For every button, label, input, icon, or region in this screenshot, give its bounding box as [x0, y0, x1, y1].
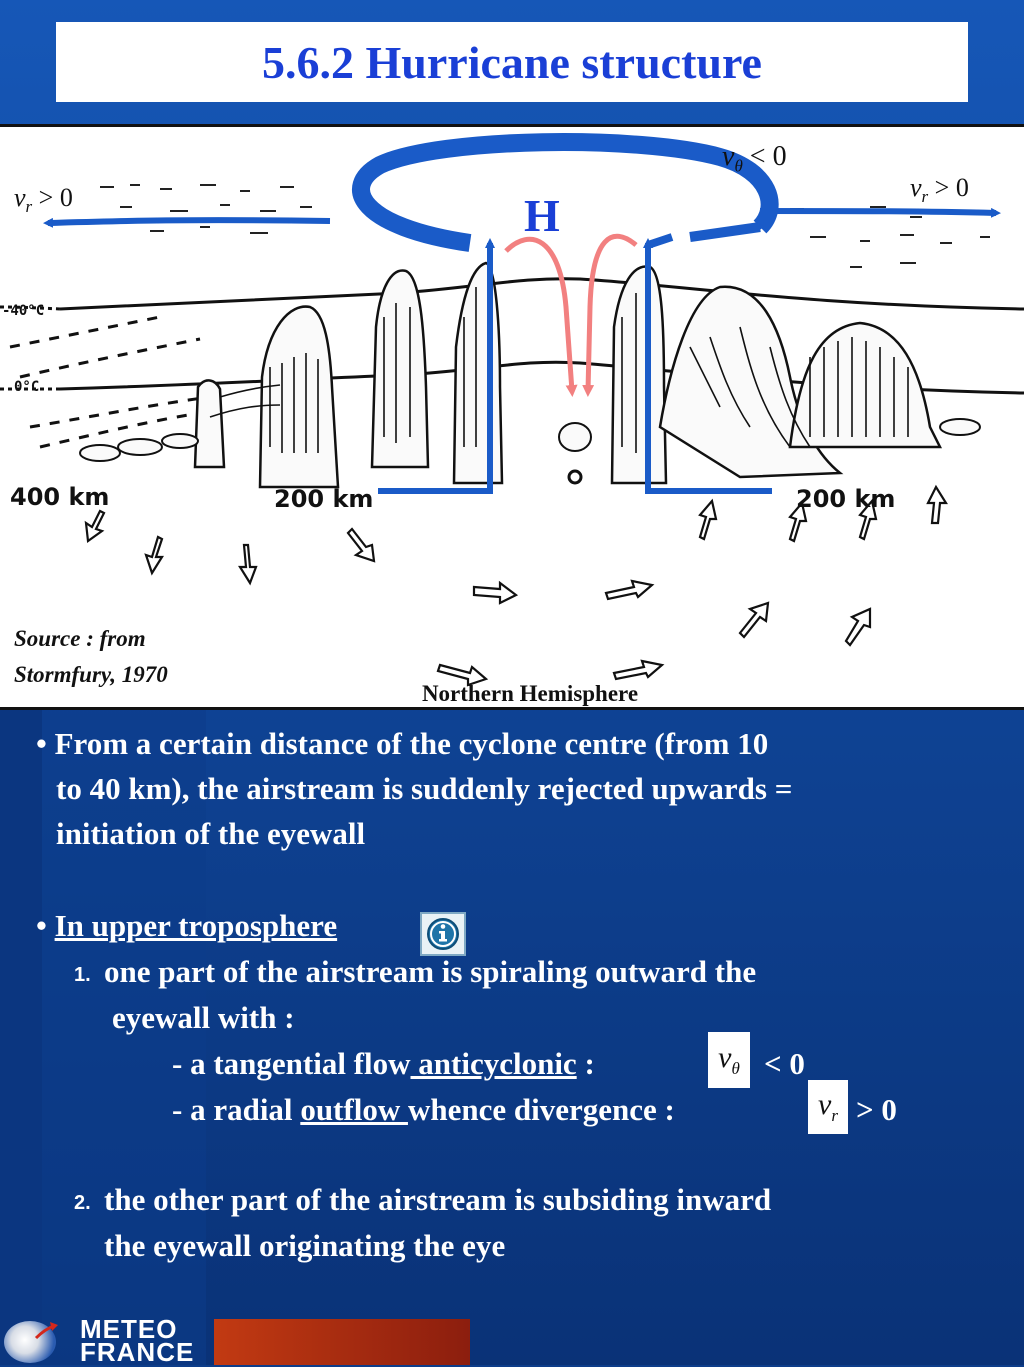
vr-label-left: $v_r > 0$: [14, 183, 73, 217]
item-2-line-2: the eyewall originating the eye: [104, 1228, 506, 1263]
bullet-2-heading: • In upper troposphere: [36, 908, 338, 943]
item-1-line-1: one part of the airstream is spiraling outward the: [104, 954, 757, 989]
source-citation: Source : from Stormfury, 1970: [14, 626, 168, 687]
vtheta-formula-box: $v_\theta$: [708, 1032, 750, 1088]
bullet-1-line-1: • From a certain distance of the cyclone centre (from 10: [36, 726, 769, 761]
bullet-1-line-2: to 40 km), the airstream is suddenly rejected upwards =: [56, 771, 793, 806]
logo-text: METEO FRANCE: [80, 1314, 195, 1367]
slide-title: 5.6.2 Hurricane structure: [262, 36, 762, 88]
hurricane-diagram: [0, 124, 1024, 710]
tangential-flow-line: - a tangential flow anticyclonic :: [172, 1046, 595, 1081]
high-pressure-letter: H: [524, 190, 560, 241]
vr-formula-box: $v_r$: [808, 1080, 848, 1134]
hemisphere-caption: Northern Hemisphere: [421, 681, 639, 706]
surface-wind-arrows: [86, 487, 946, 685]
bullet-1-line-3: initiation of the eyewall: [56, 816, 366, 851]
background-stripe: [0, 700, 42, 1365]
logo-red-band: [214, 1319, 470, 1365]
upper-troposphere-link[interactable]: In upper troposphere: [54, 908, 338, 943]
vr-relation: > 0: [856, 1092, 897, 1127]
distance-label-200km-left: 200 km: [274, 485, 374, 513]
distance-label-200km-right: 200 km: [796, 485, 896, 513]
vtheta-label-top: $v_\theta < 0$: [722, 141, 787, 176]
inflow-streamlines-left: [10, 317, 210, 447]
anticyclonic-link[interactable]: anticyclonic: [410, 1046, 577, 1081]
item-1-number: 1.: [74, 964, 91, 986]
distance-label-400km: 400 km: [10, 483, 110, 511]
vr-label-right: $v_r > 0$: [910, 173, 969, 207]
isotherm-label-0: 0°C: [14, 379, 40, 395]
meteo-france-logo: [0, 1314, 1024, 1367]
vtheta-relation: < 0: [764, 1046, 805, 1081]
item-2-number: 2.: [74, 1192, 91, 1214]
eye-centre-marker: [569, 471, 581, 483]
radial-outflow-line: - a radial outflow whence divergence :: [172, 1092, 675, 1127]
tangential-outflow-ring: [361, 142, 770, 245]
item-2-line-1: the other part of the airstream is subsiding inward: [104, 1182, 772, 1217]
item-1-line-2: eyewall with :: [112, 1000, 295, 1035]
outflow-link[interactable]: outflow: [300, 1092, 408, 1127]
red-arrow-icon: [34, 1322, 58, 1342]
title-box: [56, 22, 968, 102]
info-icon[interactable]: [420, 912, 466, 956]
isotherm-label-minus40: -40°C: [2, 303, 45, 319]
